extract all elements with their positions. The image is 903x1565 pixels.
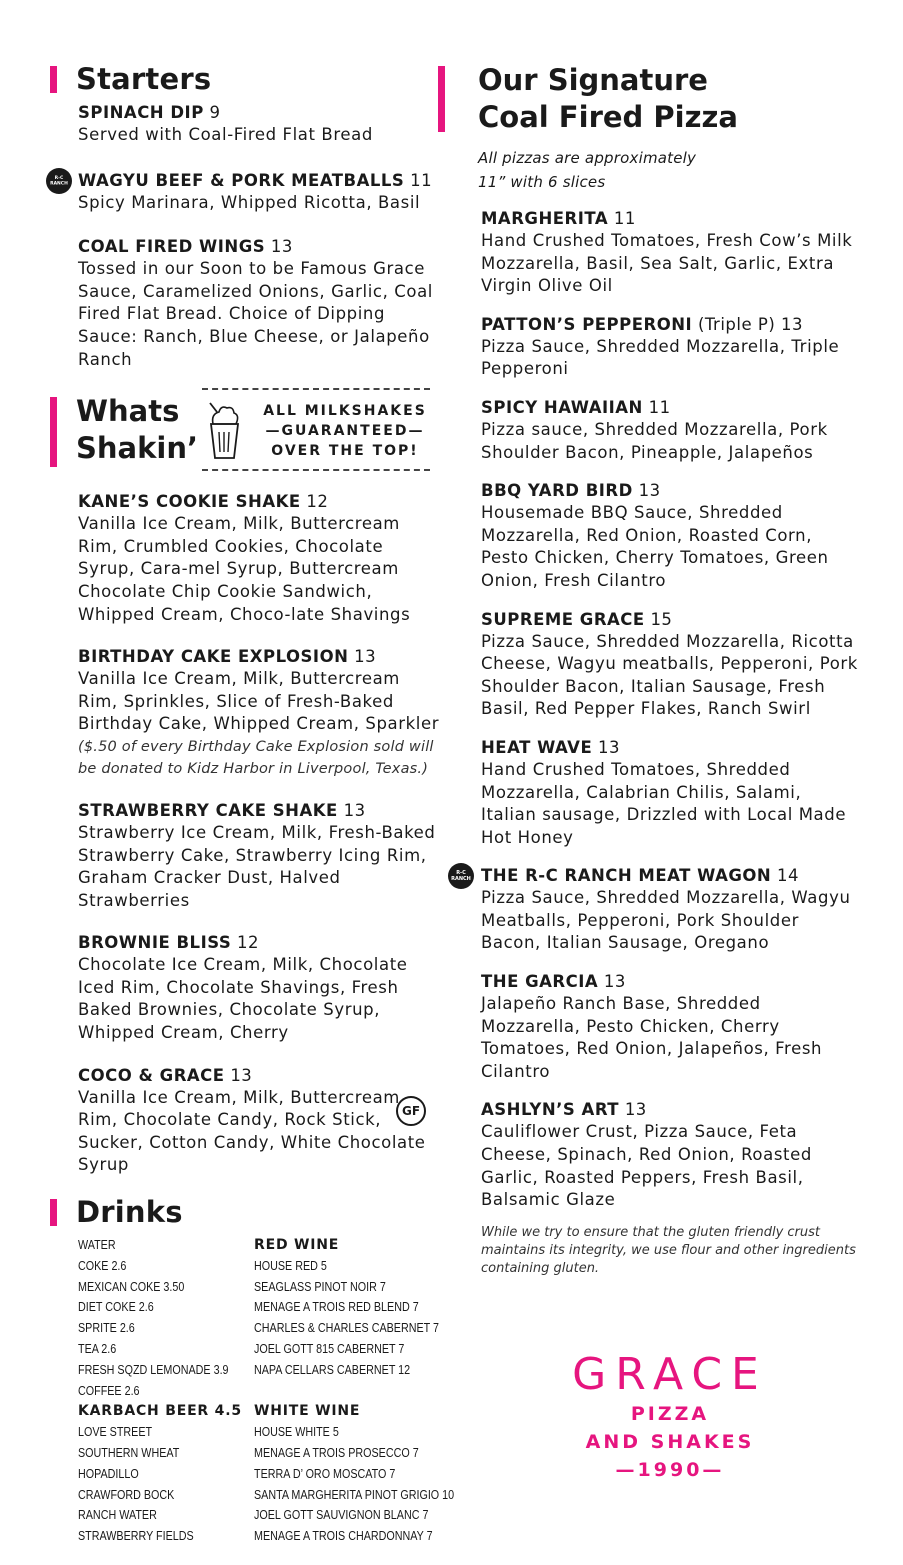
item-price: 11 bbox=[410, 170, 433, 190]
pizza-item bbox=[438, 609, 858, 721]
item-description: Pizza Sauce, Shredded Mozzarella, Ricotta Cheese, Wagyu meatballs, Pepperoni, Pork Shoulder Bacon, Italian Sausage, Fresh Basil, Red Pepper Flakes, Ranch Swirl bbox=[481, 631, 858, 719]
accent-bar bbox=[438, 66, 445, 132]
item-name: THE GARCIA bbox=[481, 972, 599, 992]
drinks-column-right bbox=[254, 1235, 454, 1547]
item-description: Housemade BBQ Sauce, Shredded Mozzarella, Red Onion, Roasted Corn, Pesto Chicken, Cherry Tomatoes, Green Onion, Fresh Cilantro bbox=[481, 503, 829, 590]
drink-item: JOEL GOTT SAUVIGNON BLANC 7 bbox=[254, 1508, 429, 1523]
drink-item: JOEL GOTT 815 CABERNET 7 bbox=[254, 1342, 405, 1357]
logo-tagline-shakes: AND SHAKES bbox=[585, 1431, 755, 1453]
item-price: 13 bbox=[343, 800, 366, 820]
pizza-item bbox=[438, 737, 858, 849]
starters-header bbox=[50, 62, 445, 96]
pizza-list bbox=[401, 208, 858, 1212]
item-name: COCO & GRACE bbox=[78, 1065, 225, 1085]
logo-wordmark: GRACE bbox=[572, 1349, 768, 1400]
item-price: 13 bbox=[638, 481, 661, 501]
item-name: THE R-C RANCH MEAT WAGON bbox=[481, 866, 772, 886]
section-title-pizza: Our Signature Coal Fired Pizza bbox=[478, 63, 738, 134]
item-name: KANE’S COOKIE SHAKE bbox=[78, 492, 301, 512]
item-description: Hand Crushed Tomatoes, Fresh Cow’s Milk Mozzarella, Basil, Sea Salt, Garlic, Extra Virgin Olive Oil bbox=[481, 231, 853, 296]
drinks-list bbox=[50, 1235, 455, 1565]
drink-item: LOVE STREET bbox=[78, 1425, 153, 1440]
item-description: Vanilla Ice Cream, Milk, Buttercream Rim, Chocolate Candy, Rock Stick, Sucker, Cotton Candy, White Chocolate Syrup bbox=[78, 1087, 426, 1175]
item-price: 13 bbox=[603, 972, 626, 992]
drink-item: COFFEE 2.6 bbox=[78, 1383, 140, 1398]
item-price: 12 bbox=[306, 492, 329, 512]
drinks-category-heading: KARBACH BEER 4.5 bbox=[78, 1403, 242, 1420]
drinks-category-heading: RED WINE bbox=[254, 1237, 340, 1254]
item-name: BBQ YARD BIRD bbox=[481, 481, 633, 501]
shakes-slogan: ALL MILKSHAKES —GUARANTEED— OVER THE TOP! bbox=[263, 403, 427, 460]
drink-item: DIET COKE 2.6 bbox=[78, 1300, 154, 1315]
menu-item bbox=[50, 1065, 445, 1177]
drink-item: SPRITE 2.6 bbox=[78, 1321, 135, 1336]
item-name: ASHLYN’S ART bbox=[481, 1100, 620, 1120]
menu-item bbox=[50, 170, 445, 215]
pizza-subtitle: All pizzas are approximately 11” with 6 slices bbox=[478, 149, 697, 191]
drink-item: TERRA D’ ORO MOSCATO 7 bbox=[254, 1466, 396, 1481]
item-name: COAL FIRED WINGS bbox=[78, 237, 266, 257]
item-description: Hand Crushed Tomatoes, Shredded Mozzarella, Calabrian Chilis, Salami, Italian sausage, Drizzled with Local Made Hot Honey bbox=[481, 759, 847, 847]
drink-item: COKE 2.6 bbox=[78, 1258, 127, 1273]
drink-item: FRESH SQZD LEMONADE 3.9 bbox=[78, 1362, 229, 1377]
drink-item: STRAWBERRY FIELDS bbox=[78, 1529, 194, 1544]
section-title-shakes: Whats Shakin’ bbox=[76, 394, 198, 466]
drink-item: MENAGE A TROIS RED BLEND 7 bbox=[254, 1300, 419, 1315]
pizza-item bbox=[438, 865, 858, 955]
item-description: Strawberry Ice Cream, Milk, Fresh-Baked Strawberry Cake, Strawberry Icing Rim, Graham Cracker Dust, Halved Strawberries bbox=[78, 822, 436, 910]
drinks-header bbox=[50, 1195, 445, 1229]
drink-item bbox=[254, 1381, 426, 1402]
item-name: BIRTHDAY CAKE EXPLOSION bbox=[78, 647, 349, 667]
pizza-item bbox=[438, 208, 858, 298]
pizza-item bbox=[438, 397, 858, 464]
drink-item: SANTA MARGHERITA PINOT GRIGIO 10 bbox=[254, 1487, 455, 1502]
pizza-item bbox=[438, 480, 858, 592]
item-description: Pizza sauce, Shredded Mozzarella, Pork Shoulder Bacon, Pineapple, Jalapeños bbox=[481, 419, 828, 462]
logo-tagline-pizza: PIZZA bbox=[630, 1403, 710, 1425]
pizza-item bbox=[438, 314, 858, 381]
accent-bar bbox=[50, 397, 57, 467]
drink-item: SOUTHERN WHEAT bbox=[78, 1446, 180, 1460]
drink-item: CHARLES & CHARLES CABERNET 7 bbox=[254, 1321, 440, 1336]
drinks-category-heading: WHITE WINE bbox=[254, 1403, 361, 1420]
drink-item: RANCH WATER bbox=[78, 1508, 157, 1523]
drink-item: WATER bbox=[78, 1238, 116, 1253]
left-column bbox=[50, 62, 455, 1565]
shakes-header bbox=[50, 385, 445, 473]
item-price: 13 bbox=[781, 314, 804, 334]
item-price: 9 bbox=[209, 103, 221, 122]
section-title-drinks: Drinks bbox=[76, 1195, 183, 1230]
divider bbox=[202, 469, 430, 471]
pizza-header bbox=[438, 62, 858, 194]
accent-bar bbox=[50, 66, 57, 93]
item-name: WAGYU BEEF & PORK MEATBALLS bbox=[78, 170, 405, 190]
item-price: 13 bbox=[270, 237, 293, 257]
gluten-free-badge-icon: GF bbox=[396, 1096, 426, 1126]
item-description: Spicy Marinara, Whipped Ricotta, Basil bbox=[78, 192, 421, 212]
gluten-disclaimer: While we try to ensure that the gluten friendly crust maintains its integrity, we use flour and other ingredients containing gluten. bbox=[481, 1224, 856, 1276]
item-note: ($.50 of every Birthday Cake Explosion sold will be donated to Kidz Harbor in Liverpool, Texas.) bbox=[78, 738, 434, 777]
drink-item: HOPADILLO bbox=[78, 1466, 139, 1481]
item-name: PATTON’S PEPPERONI bbox=[481, 314, 693, 334]
menu-item bbox=[50, 646, 445, 780]
item-price: 13 bbox=[624, 1100, 647, 1120]
item-name: STRAWBERRY CAKE SHAKE bbox=[78, 800, 338, 820]
divider bbox=[202, 388, 430, 390]
section-title-starters: Starters bbox=[76, 62, 212, 96]
menu-item bbox=[50, 491, 445, 626]
item-price: 12 bbox=[236, 933, 259, 953]
drink-item: MEXICAN COKE 3.50 bbox=[78, 1279, 185, 1294]
rc-ranch-badge-icon: R-C RANCH bbox=[46, 168, 72, 194]
drink-item: CRAWFORD BOCK bbox=[78, 1487, 175, 1502]
item-price: 14 bbox=[776, 866, 799, 886]
item-price: 13 bbox=[230, 1065, 253, 1085]
item-description: Jalapeño Ranch Base, Shredded Mozzarella, Pesto Chicken, Cherry Tomatoes, Red Onion, Jalapeños, Fresh Cilantro bbox=[481, 994, 823, 1081]
menu-item bbox=[50, 102, 445, 147]
logo-year: —1990— bbox=[615, 1459, 725, 1481]
item-price: 11 bbox=[648, 397, 671, 417]
item-name: HEAT WAVE bbox=[481, 737, 593, 757]
item-description: Tossed in our Soon to be Famous Grace Sauce, Caramelized Onions, Garlic, Coal Fired Flat Bread. Choice of Dipping Sauce: Ranch, Blue Cheese, or Jalapeño Ranch bbox=[78, 259, 433, 369]
item-price: 13 bbox=[354, 647, 377, 667]
item-name: BROWNIE BLISS bbox=[78, 933, 232, 953]
drink-item: HOUSE WHITE 5 bbox=[254, 1425, 339, 1440]
drink-item: HOUSE RED 5 bbox=[254, 1258, 327, 1273]
drink-item: MENAGE A TROIS PROSECCO 7 bbox=[254, 1446, 419, 1460]
item-name: SPICY HAWAIIAN bbox=[481, 397, 643, 417]
item-name: MARGHERITA bbox=[481, 209, 609, 228]
item-name: SPINACH DIP bbox=[78, 103, 204, 122]
brand-logo bbox=[560, 1350, 780, 1484]
drink-item: NAPA CELLARS CABERNET 12 bbox=[254, 1362, 411, 1377]
right-column bbox=[401, 62, 858, 1278]
rc-ranch-badge-icon: R-C RANCH bbox=[448, 863, 474, 889]
pizza-item bbox=[401, 1099, 858, 1211]
item-name: SUPREME GRACE bbox=[481, 609, 645, 629]
item-description: Pizza Sauce, Shredded Mozzarella, Triple Pepperoni bbox=[481, 336, 840, 379]
item-description: Served with Coal-Fired Flat Bread bbox=[78, 125, 373, 144]
drinks-column-left bbox=[78, 1235, 248, 1547]
drink-item: SEAGLASS PINOT NOIR 7 bbox=[254, 1279, 386, 1294]
pizza-item bbox=[438, 971, 858, 1083]
item-price: 11 bbox=[613, 209, 636, 228]
menu-item bbox=[50, 932, 445, 1044]
accent-bar bbox=[50, 1199, 57, 1226]
drink-item: MENAGE A TROIS CHARDONNAY 7 bbox=[254, 1529, 433, 1544]
item-description: Pizza Sauce, Shredded Mozzarella, Wagyu Meatballs, Pepperoni, Pork Shoulder Bacon, Italian Sausage, Oregano bbox=[481, 888, 851, 953]
drink-item: TEA 2.6 bbox=[78, 1342, 117, 1357]
menu-item bbox=[50, 800, 445, 912]
item-subtitle: (Triple P) bbox=[697, 314, 776, 334]
item-price: 15 bbox=[650, 609, 673, 629]
item-description: Vanilla Ice Cream, Milk, Buttercream Rim, Sprinkles, Slice of Fresh-Baked Birthday Cake, Whipped Cream, Sparkler bbox=[78, 669, 440, 734]
item-description: Cauliflower Crust, Pizza Sauce, Feta Cheese, Spinach, Red Onion, Roasted Garlic, Roasted Peppers, Fresh Basil, Balsamic Glaze bbox=[481, 1122, 812, 1210]
menu-item bbox=[50, 236, 445, 371]
item-price: 13 bbox=[597, 737, 620, 757]
item-description: Vanilla Ice Cream, Milk, Buttercream Rim, Crumbled Cookies, Chocolate Syrup, Cara-mel Syrup, Buttercream Chocolate Chip Cookie Sandwich, Whipped Cream, Choco-late Shavings bbox=[78, 514, 411, 624]
milkshake-icon bbox=[205, 402, 243, 460]
item-description: Chocolate Ice Cream, Milk, Chocolate Iced Rim, Chocolate Shavings, Fresh Baked Brownies, Chocolate Syrup, Whipped Cream, Cherry bbox=[78, 955, 408, 1043]
